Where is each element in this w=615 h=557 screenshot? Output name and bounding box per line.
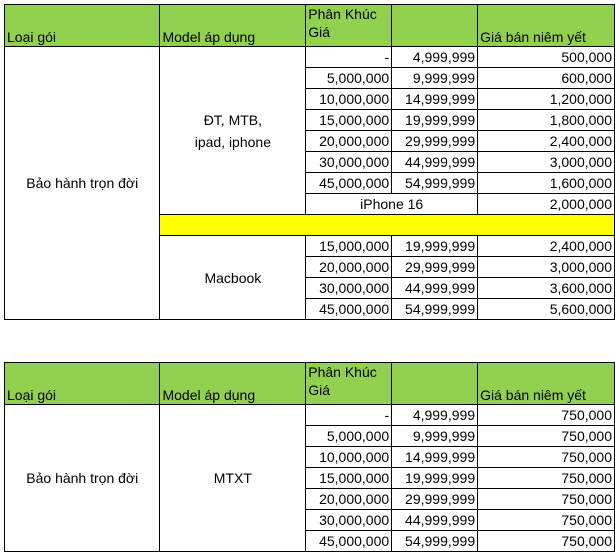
special-model-label: iPhone 16 bbox=[306, 194, 478, 215]
package-name: Bảo hành trọn đời bbox=[5, 405, 160, 552]
listed-price: 1,600,000 bbox=[478, 173, 615, 194]
price-from: 20,000,000 bbox=[306, 489, 392, 510]
price-from: 20,000,000 bbox=[306, 257, 392, 278]
price-to: 19,999,999 bbox=[392, 468, 478, 489]
price-from: - bbox=[306, 405, 392, 426]
table-row bbox=[5, 405, 615, 426]
price-to: 14,999,999 bbox=[392, 89, 478, 110]
model-group-phones bbox=[160, 47, 306, 215]
price-to: 29,999,999 bbox=[392, 257, 478, 278]
header-empty bbox=[392, 5, 478, 47]
price-from: 45,000,000 bbox=[306, 531, 392, 552]
listed-price: 500,000 bbox=[478, 47, 615, 68]
price-from: 30,000,000 bbox=[306, 510, 392, 531]
price-from: 45,000,000 bbox=[306, 173, 392, 194]
price-from: 45,000,000 bbox=[306, 299, 392, 320]
listed-price: 750,000 bbox=[478, 489, 615, 510]
price-to: 54,999,999 bbox=[392, 299, 478, 320]
listed-price: 3,000,000 bbox=[478, 152, 615, 173]
model-group-mtxt: MTXT bbox=[160, 405, 306, 552]
price-from: 15,000,000 bbox=[306, 236, 392, 257]
package-name: Bảo hành trọn đời bbox=[5, 47, 160, 320]
header-gia-ban: Giá bán niêm yết bbox=[478, 363, 615, 405]
price-to: 4,999,999 bbox=[392, 405, 478, 426]
price-from: 15,000,000 bbox=[306, 110, 392, 131]
price-to: 44,999,999 bbox=[392, 278, 478, 299]
price-to: 44,999,999 bbox=[392, 152, 478, 173]
listed-price: 750,000 bbox=[478, 510, 615, 531]
listed-price: 3,000,000 bbox=[478, 257, 615, 278]
price-from: - bbox=[306, 47, 392, 68]
price-from: 30,000,000 bbox=[306, 152, 392, 173]
listed-price: 750,000 bbox=[478, 426, 615, 447]
model-group-macbook: Macbook bbox=[160, 236, 306, 320]
price-from: 30,000,000 bbox=[306, 278, 392, 299]
header-loai-goi: Loại gói bbox=[5, 363, 160, 405]
price-to: 54,999,999 bbox=[392, 173, 478, 194]
price-to: 9,999,999 bbox=[392, 426, 478, 447]
listed-price: 2,400,000 bbox=[478, 236, 615, 257]
price-from: 10,000,000 bbox=[306, 447, 392, 468]
table-row bbox=[5, 47, 615, 68]
header-empty bbox=[392, 363, 478, 405]
warranty-price-table-2 bbox=[4, 362, 615, 552]
price-to: 44,999,999 bbox=[392, 510, 478, 531]
listed-price: 1,800,000 bbox=[478, 110, 615, 131]
price-to: 4,999,999 bbox=[392, 47, 478, 68]
header-phan-khuc: Phân Khúc Giá bbox=[306, 363, 392, 405]
header-loai-goi: Loại gói bbox=[5, 5, 160, 47]
price-to: 19,999,999 bbox=[392, 236, 478, 257]
listed-price: 5,600,000 bbox=[478, 299, 615, 320]
price-to: 29,999,999 bbox=[392, 131, 478, 152]
listed-price: 1,200,000 bbox=[478, 89, 615, 110]
header-row bbox=[5, 5, 615, 47]
header-model: Model áp dụng bbox=[160, 5, 306, 47]
price-to: 14,999,999 bbox=[392, 447, 478, 468]
listed-price: 750,000 bbox=[478, 447, 615, 468]
header-gia-ban: Giá bán niêm yết bbox=[478, 5, 615, 47]
model-label: ĐT, MTB, ipad, iphone bbox=[194, 111, 271, 150]
listed-price: 600,000 bbox=[478, 68, 615, 89]
price-from: 20,000,000 bbox=[306, 131, 392, 152]
listed-price: 3,600,000 bbox=[478, 278, 615, 299]
price-from: 5,000,000 bbox=[306, 68, 392, 89]
listed-price: 750,000 bbox=[478, 531, 615, 552]
listed-price: 2,000,000 bbox=[478, 194, 615, 215]
price-to: 29,999,999 bbox=[392, 489, 478, 510]
listed-price: 750,000 bbox=[478, 405, 615, 426]
yellow-separator bbox=[160, 215, 615, 236]
listed-price: 2,400,000 bbox=[478, 131, 615, 152]
header-model: Model áp dụng bbox=[160, 363, 306, 405]
price-to: 19,999,999 bbox=[392, 110, 478, 131]
price-to: 9,999,999 bbox=[392, 68, 478, 89]
price-from: 5,000,000 bbox=[306, 426, 392, 447]
header-phan-khuc: Phân Khúc Giá bbox=[306, 5, 392, 47]
price-from: 10,000,000 bbox=[306, 89, 392, 110]
listed-price: 750,000 bbox=[478, 468, 615, 489]
warranty-price-table-1 bbox=[4, 4, 615, 320]
price-from: 15,000,000 bbox=[306, 468, 392, 489]
header-row bbox=[5, 363, 615, 405]
price-to: 54,999,999 bbox=[392, 531, 478, 552]
